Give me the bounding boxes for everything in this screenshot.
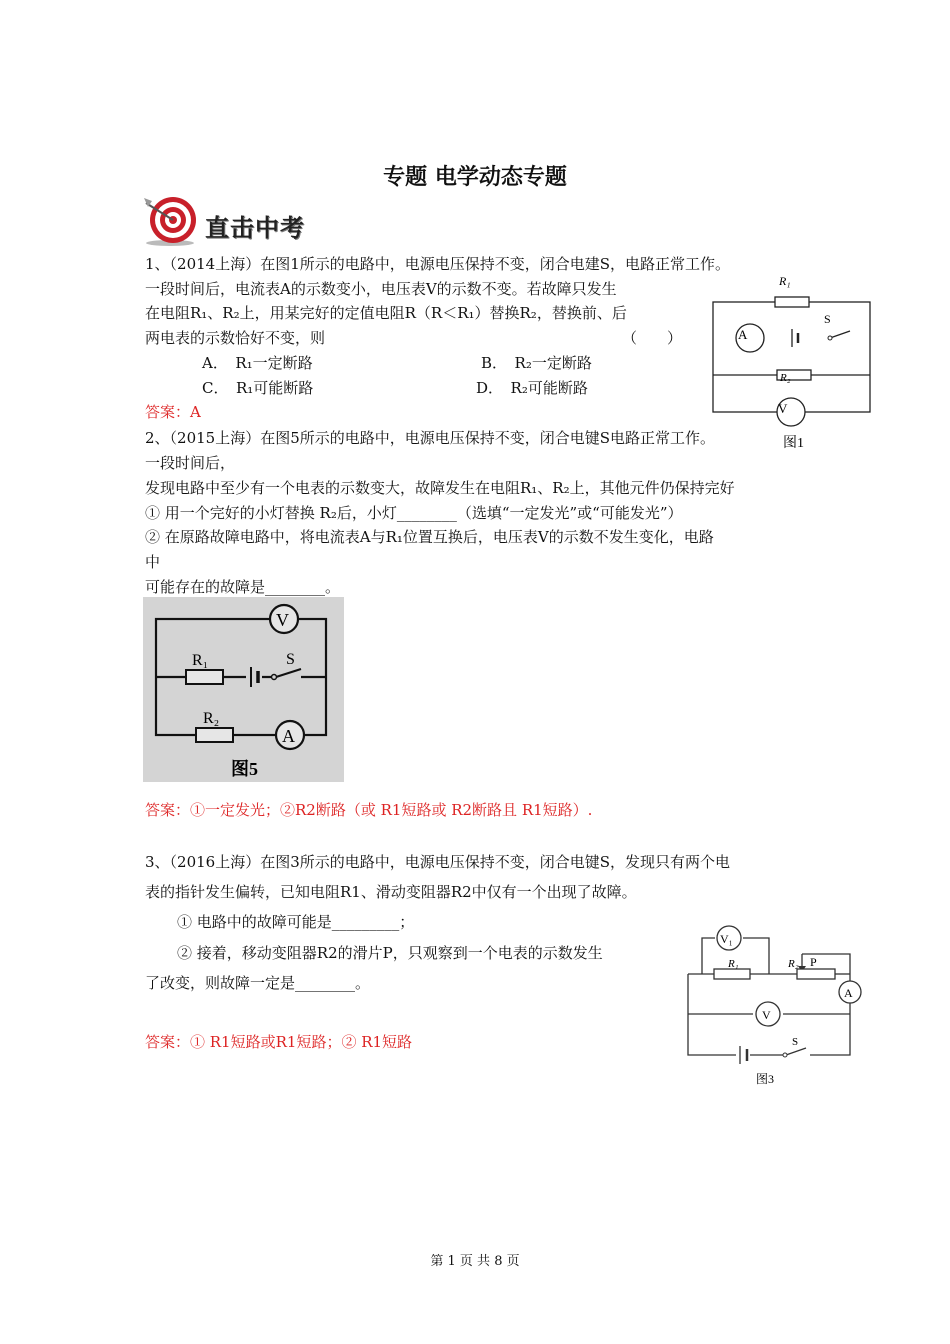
resistor-r2 <box>196 728 233 742</box>
q3-line-2: 表的指针发生偏转，已知电阻R1、滑动变阻器R2中仅有一个出现了故障。 <box>145 883 637 901</box>
figure-1-circuit <box>700 265 885 455</box>
a-label: A <box>844 986 853 1000</box>
q3-line-1: 3、（2016上海）在图3所示的电路中，电源电压保持不变，闭合电键S，发现只有两个电 <box>145 853 731 871</box>
a-label: A <box>282 726 295 746</box>
resistor-r1 <box>186 670 223 684</box>
r1-label: R₁ <box>728 958 739 970</box>
q3-line-4: ② 接着，移动变阻器R2的滑片P，只观察到一个电表的示数发生 <box>177 944 603 962</box>
figure-1-label: 图1 <box>783 436 804 451</box>
q1-answer: 答案：A <box>145 403 201 421</box>
p-label: P <box>810 955 817 969</box>
q2-line-7: 可能存在的故障是________。 <box>145 578 341 596</box>
q2-answer: 答案：①一定发光；②R2断路（或 R1短路或 R2断路且 R1短路）. <box>145 801 593 819</box>
q1-option-d: D． R₂可能断路 <box>476 379 588 397</box>
switch-icon <box>783 1053 787 1057</box>
r2-label: R₂ <box>780 372 791 384</box>
r2-label: R₂ <box>788 958 799 970</box>
v1-label: V₁ <box>720 932 733 946</box>
section-banner: 直击中考 <box>205 214 305 242</box>
q1-option-b: B． R₂一定断路 <box>481 354 592 372</box>
r1-label: R₁ <box>779 274 791 288</box>
q2-line-5: ② 在原路故障电路中，将电流表A与R₁位置互换后，电压表V的示数不发生变化，电路 <box>145 528 714 546</box>
figure-5-circuit <box>143 597 344 782</box>
q1-line-4: 两电表的示数恰好不变，则 <box>145 329 326 347</box>
q1-line-2: 一段时间后，电流表A的示数变小，电压表V的示数不变。若故障只发生 <box>145 280 617 298</box>
s-label: S <box>286 651 295 668</box>
figure-3-circuit <box>672 918 867 1090</box>
q2-line-2: 一段时间后， <box>145 454 236 472</box>
q2-line-4: ① 用一个完好的小灯替换 R₂后，小灯________（选填“一定发光”或“可能发光”） <box>145 504 683 522</box>
q1-option-a: A． R₁一定断路 <box>202 354 313 372</box>
q3-line-3: ① 电路中的故障可能是_________； <box>177 913 415 931</box>
switch-icon <box>828 336 832 340</box>
switch-icon <box>272 675 277 680</box>
figure-3-label: 图3 <box>756 1072 775 1086</box>
page-title: 专题 电学动态专题 <box>383 165 567 190</box>
target-icon <box>140 195 200 247</box>
q2-line-6: 中 <box>145 553 161 571</box>
v-label: V <box>762 1008 771 1022</box>
resistor-r1 <box>714 969 750 979</box>
q1-line-1: 1、（2014上海）在图1所示的电路中，电源电压保持不变，闭合电建S，电路正常工作。 <box>145 255 731 273</box>
figure-5-label: 图5 <box>231 759 258 779</box>
r1-label: R₁ <box>192 652 209 669</box>
s-label: S <box>824 312 831 326</box>
s-label: S <box>792 1036 799 1048</box>
q1-option-c: C． R₁可能断路 <box>202 379 314 397</box>
q3-answer: 答案：① R1短路或R1短路；② R1短路 <box>145 1033 413 1051</box>
q3-line-5: 了改变，则故障一定是________。 <box>145 974 371 992</box>
v-label: V <box>778 401 788 416</box>
r2-label: R₂ <box>203 710 220 727</box>
q2-line-1: 2、（2015上海）在图5所示的电路中，电源电压保持不变，闭合电键S电路正常工作。 <box>145 429 716 447</box>
page-footer: 第 1 页 共 8 页 <box>430 1254 520 1269</box>
q2-line-3: 发现电路中至少有一个电表的示数变大，故障发生在电阻R₁、R₂上，其他元件仍保持完好 <box>145 479 735 497</box>
a-label: A <box>738 327 748 342</box>
v-label: V <box>276 610 289 630</box>
q1-answer-paren: （ ） <box>622 329 683 347</box>
q1-line-3: 在电阻R₁、R₂上，用某完好的定值电阻R（R＜R₁）替换R₂，替换前、后 <box>145 304 627 322</box>
resistor-r1 <box>775 297 809 307</box>
rheostat-r2 <box>797 969 835 979</box>
